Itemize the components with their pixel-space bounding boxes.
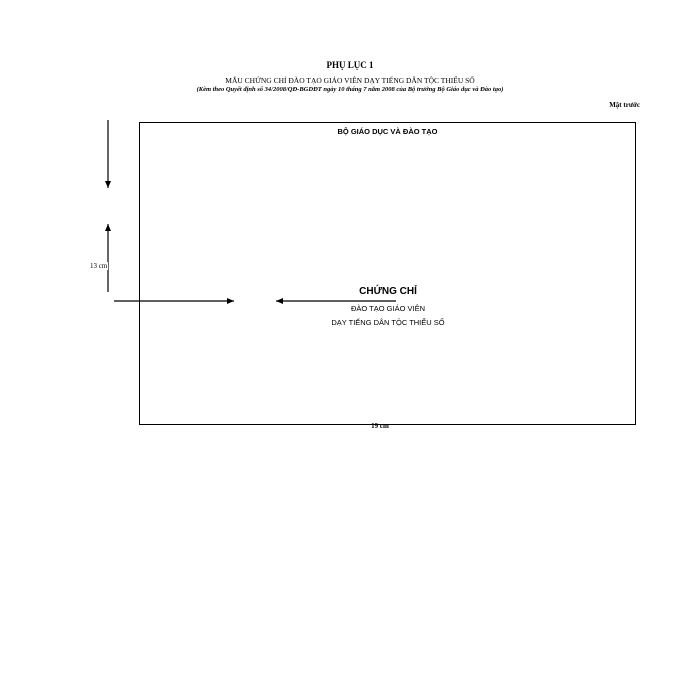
document-reference: (Kèm theo Quyết định số 34/2008/QĐ-BGDĐT ngày 10 tháng 7 năm 2008 của Bộ trưởng Bộ Giáo dục và Đào tạo) [196,86,504,93]
certificate-line-1: ĐÀO TẠO GIÁO VIÊN [350,304,426,313]
side-label: Mặt trước [609,101,640,109]
certificate-heading: CHỨNG CHỈ [359,286,417,297]
ministry-name: BỘ GIÁO DỤC VÀ ĐÀO TẠO [337,127,438,136]
width-dimension-label: 19 cm [371,422,389,430]
height-dimension-label: 13 cm [90,262,108,270]
certificate-line-2: DẠY TIẾNG DÂN TỘC THIỂU SỐ [331,318,445,327]
page-title: PHỤ LỤC 1 [326,60,374,70]
document-subtitle: MẪU CHỨNG CHỈ ĐÀO TẠO GIÁO VIÊN DẠY TIẾNG DÂN TỘC THIỂU SỐ [225,76,475,85]
